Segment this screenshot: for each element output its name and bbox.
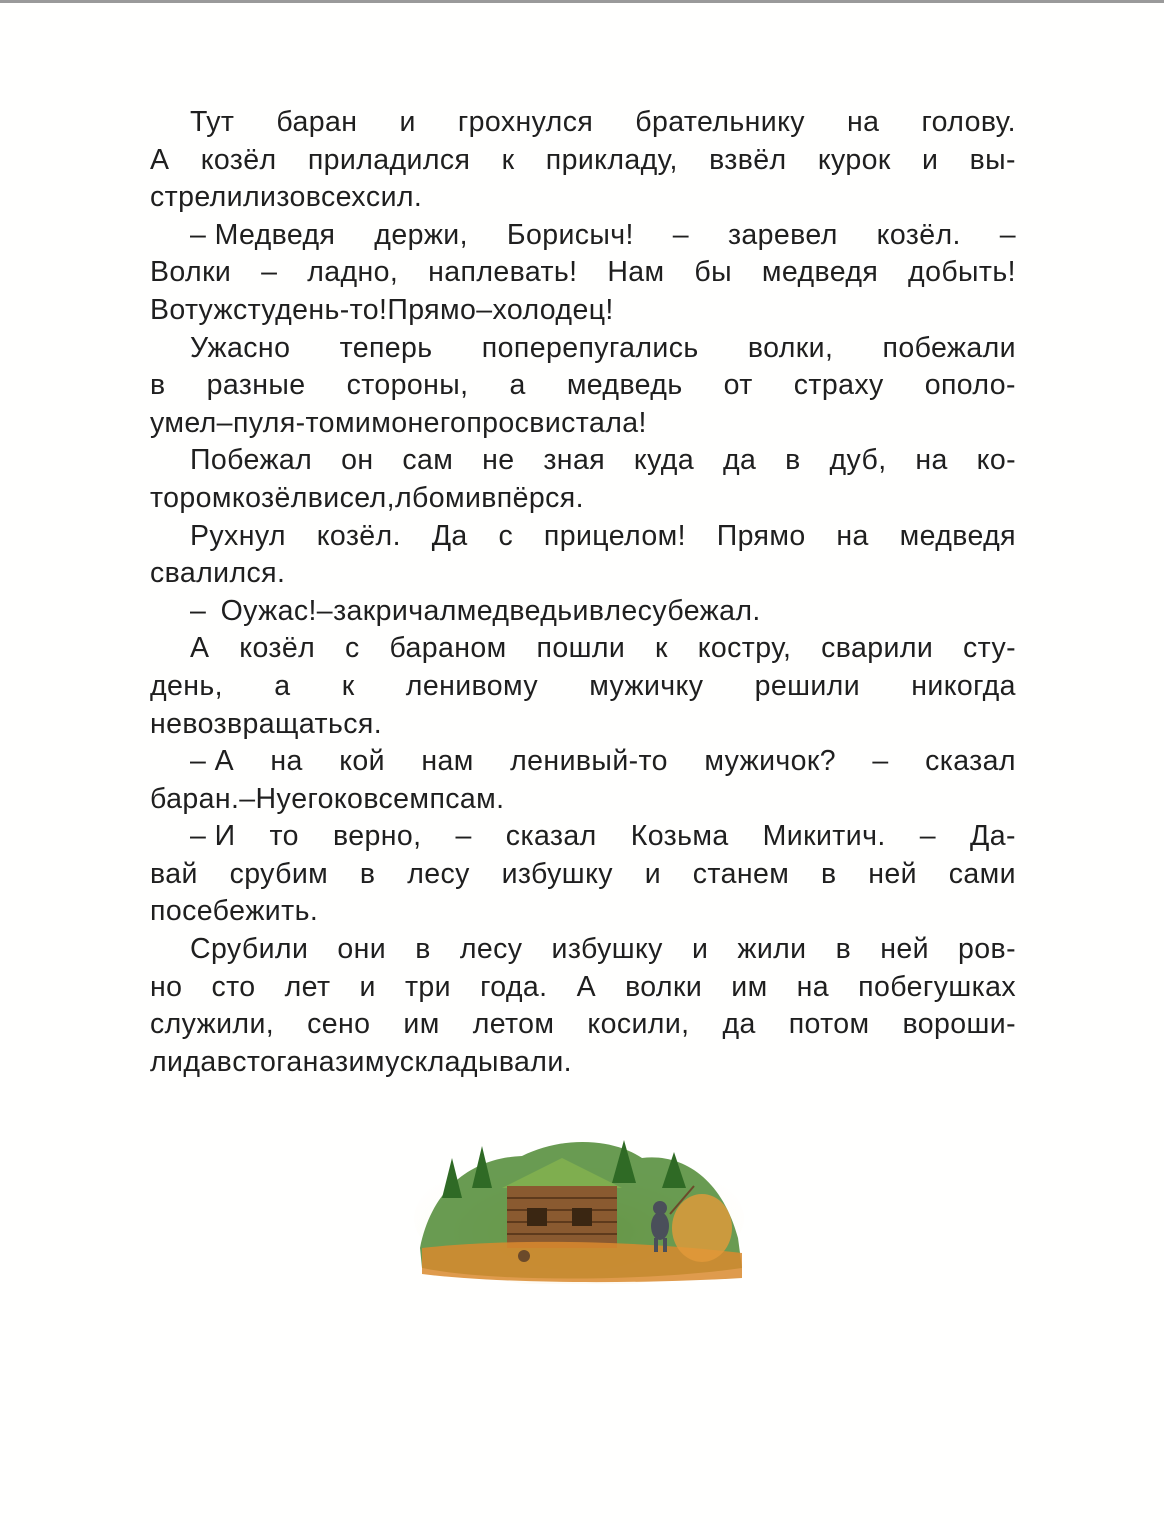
word: в [216, 1045, 233, 1078]
word: он [341, 444, 374, 477]
word: – [919, 820, 936, 853]
word: Прямо [716, 519, 806, 552]
word: от [723, 369, 753, 402]
word: теперь [339, 331, 433, 364]
word: костру, [697, 632, 792, 665]
word: Побежал [190, 444, 313, 477]
word: не [150, 707, 183, 740]
word: да [722, 1008, 756, 1041]
word: медведя [899, 519, 1016, 552]
word: а [274, 669, 291, 702]
word: сто [211, 970, 256, 1003]
word: жить. [245, 895, 319, 928]
word: бараном [389, 632, 507, 665]
word: его [291, 782, 334, 815]
word: козёл [231, 481, 308, 514]
text-line [150, 555, 1016, 593]
text-line [150, 781, 1016, 819]
word: складывали. [399, 1045, 572, 1078]
story-text [150, 104, 1016, 1081]
word: станем [692, 857, 790, 890]
text-line [150, 1044, 1016, 1082]
word: уж [198, 293, 233, 326]
word: холодец! [492, 293, 614, 326]
word: нам [421, 745, 474, 778]
word: – [999, 218, 1016, 251]
word: на [302, 1045, 336, 1078]
text-line [150, 931, 1016, 969]
word: – [239, 782, 256, 815]
text-line [150, 179, 1016, 217]
word: убежал. [652, 594, 761, 627]
word: косили, [587, 1008, 690, 1041]
word: курок [817, 143, 891, 176]
illustration-image [412, 1128, 746, 1284]
word: по [150, 895, 183, 928]
word: жили [737, 933, 807, 966]
word: ужас! [243, 594, 317, 627]
word: с [344, 632, 360, 665]
word: решили [754, 669, 861, 702]
word: и [399, 106, 416, 138]
word: зная [543, 444, 606, 477]
word: лбом [394, 481, 465, 514]
text-line [150, 969, 1016, 1007]
word: им [403, 1008, 440, 1041]
word: не [482, 444, 515, 477]
word: сказал [925, 745, 1016, 778]
word: ко [333, 782, 364, 815]
text-line [150, 818, 1016, 856]
word: себе [182, 895, 246, 928]
word: и [572, 594, 589, 627]
word: и [691, 933, 709, 966]
word: взвёл [709, 143, 787, 176]
word: с [498, 519, 514, 552]
word: года. [480, 970, 548, 1003]
word: сту- [963, 632, 1016, 665]
word: тором [150, 481, 232, 514]
word: мимо [334, 406, 408, 439]
word: вай [150, 857, 198, 890]
word: сил. [365, 181, 423, 214]
word: закричал [333, 594, 457, 627]
word: голову. [921, 106, 1016, 138]
word: держи, [374, 218, 468, 251]
word: в [415, 933, 431, 966]
word: – [216, 406, 233, 439]
word: Вот [150, 293, 199, 326]
word: они [337, 933, 387, 966]
word: ров- [958, 933, 1016, 966]
word: сами [948, 857, 1016, 890]
word: – [261, 256, 278, 289]
word: день, [150, 669, 223, 702]
word: – [476, 293, 493, 326]
word: стороны, [346, 369, 469, 402]
word: побежали [882, 331, 1016, 364]
word: Прямо [387, 293, 477, 326]
word: Ну [255, 782, 292, 815]
word: летом [472, 1008, 555, 1041]
word: бы [694, 256, 732, 289]
word: козёл [200, 143, 277, 176]
word: изо [260, 181, 306, 214]
word: да [183, 1045, 217, 1078]
word: козёл. [316, 519, 401, 552]
word: козёл [239, 632, 316, 665]
word: вороши- [902, 1008, 1016, 1041]
word: – А [190, 745, 234, 778]
word: а [509, 369, 526, 402]
word: лесу [459, 933, 523, 966]
word: ополо- [924, 369, 1016, 402]
word: свалился. [150, 557, 286, 590]
word: на [270, 745, 303, 778]
word: – [672, 218, 690, 251]
word: на [796, 970, 830, 1003]
text-line [150, 442, 1016, 480]
text-line [150, 480, 1016, 518]
word: висел, [307, 481, 395, 514]
forest-hut-illustration [412, 1128, 746, 1284]
text-line [150, 893, 1016, 931]
word: Да- [970, 820, 1016, 853]
word: разные [206, 369, 306, 402]
word: Нам [607, 256, 665, 289]
word: возвращаться. [182, 707, 383, 740]
text-line [150, 518, 1016, 556]
word: и [644, 857, 662, 890]
word: лес [604, 594, 653, 627]
word: потом [788, 1008, 870, 1041]
word: ней [868, 857, 917, 890]
word: три [404, 970, 451, 1003]
word: верно, [332, 820, 422, 853]
word: ней [880, 933, 929, 966]
word: мужичок? [704, 745, 837, 778]
word: Рухнул [190, 519, 286, 552]
text-line [150, 142, 1016, 180]
word: сварили [821, 632, 934, 665]
word: страху [793, 369, 884, 402]
word: ли [150, 1045, 184, 1078]
word: зиму [335, 1045, 400, 1078]
text-line [150, 856, 1016, 894]
word: избушку [501, 857, 613, 890]
word: срубим [229, 857, 329, 890]
word: в [785, 444, 801, 477]
text-line [150, 706, 1016, 744]
word: баран [276, 106, 358, 138]
word: пуля-то [232, 406, 335, 439]
text-line [150, 668, 1016, 706]
word: на [836, 519, 869, 552]
top-border [0, 0, 1164, 3]
word: А [576, 970, 596, 1003]
word: то [269, 820, 299, 853]
word: всем [363, 782, 430, 815]
text-line [150, 330, 1016, 368]
text-line [150, 367, 1016, 405]
word: сено [307, 1008, 371, 1041]
word: к [655, 632, 668, 665]
text-line [150, 743, 1016, 781]
word: прикладу, [545, 143, 678, 176]
word: к [501, 143, 515, 176]
word: служили, [150, 1008, 275, 1041]
word: просвистала! [466, 406, 647, 439]
word: впёрся. [481, 481, 584, 514]
word: всех [305, 181, 366, 214]
word: сам [402, 444, 454, 477]
word: Ужасно [190, 331, 291, 364]
word: в [820, 857, 837, 890]
text-line [150, 1006, 1016, 1044]
word: ладно, [307, 256, 399, 289]
word: избушку [551, 933, 663, 966]
word: дуб, [829, 444, 887, 477]
word: лет [284, 970, 331, 1003]
word: заревел [727, 218, 838, 251]
word: Срубили [190, 933, 309, 966]
word: – И [190, 820, 236, 853]
word: побегушках [858, 970, 1016, 1003]
word: – О [190, 594, 244, 627]
text-line [150, 405, 1016, 443]
word: и [922, 143, 939, 176]
word: в [150, 369, 166, 402]
word: в [835, 933, 852, 966]
word: – [455, 820, 472, 853]
word: и [464, 481, 482, 514]
text-line [150, 630, 1016, 668]
word: студень-то! [232, 293, 388, 326]
word: пошли [536, 632, 626, 665]
word: стога [232, 1045, 303, 1078]
word: Козьма [630, 820, 729, 853]
word: Да [431, 519, 468, 552]
word: добыть! [908, 256, 1016, 289]
word: – Медведя [190, 218, 336, 251]
word: псам. [429, 782, 505, 815]
word: сказал [505, 820, 597, 853]
word: поперепугались [481, 331, 699, 364]
word: медведь [456, 594, 573, 627]
word: волки [625, 970, 703, 1003]
text-line [150, 292, 1016, 330]
word: Тут [190, 106, 235, 138]
word: баран. [150, 782, 240, 815]
text-line [150, 217, 1016, 255]
word: ко- [976, 444, 1016, 477]
word: в [588, 594, 605, 627]
word: волки, [747, 331, 834, 364]
word: ленивый-то [510, 745, 668, 778]
word: стрелил [150, 181, 261, 214]
word: – [316, 594, 334, 627]
word: приладился [307, 143, 471, 176]
word: Волки [150, 256, 232, 289]
word: но [150, 970, 183, 1003]
word: никогда [911, 669, 1016, 702]
word: козёл. [876, 218, 961, 251]
word: на [847, 106, 880, 138]
word: грохнулся [457, 106, 594, 138]
text-line [150, 593, 1016, 631]
word: в [359, 857, 376, 890]
word: Борисыч! [506, 218, 634, 251]
word: – [872, 745, 889, 778]
word: А [150, 143, 170, 176]
word: него [407, 406, 467, 439]
log-hut [507, 1186, 617, 1248]
word: да [722, 444, 757, 477]
word: на [915, 444, 948, 477]
word: прицелом! [543, 519, 686, 552]
word: мужичку [589, 669, 704, 702]
word: вы- [969, 143, 1016, 176]
word: медведь [566, 369, 683, 402]
word: им [731, 970, 768, 1003]
text-line [150, 104, 1016, 142]
word: наплевать! [428, 256, 578, 289]
word: брательнику [635, 106, 805, 138]
word: к [341, 669, 355, 702]
word: кой [339, 745, 385, 778]
word: ленивому [405, 669, 538, 702]
text-line [150, 254, 1016, 292]
word: и [359, 970, 376, 1003]
word: Микитич. [762, 820, 886, 853]
word: куда [633, 444, 695, 477]
word: лесу [407, 857, 470, 890]
word: медведя [761, 256, 879, 289]
word: умел [150, 406, 217, 439]
word: А [190, 632, 210, 665]
